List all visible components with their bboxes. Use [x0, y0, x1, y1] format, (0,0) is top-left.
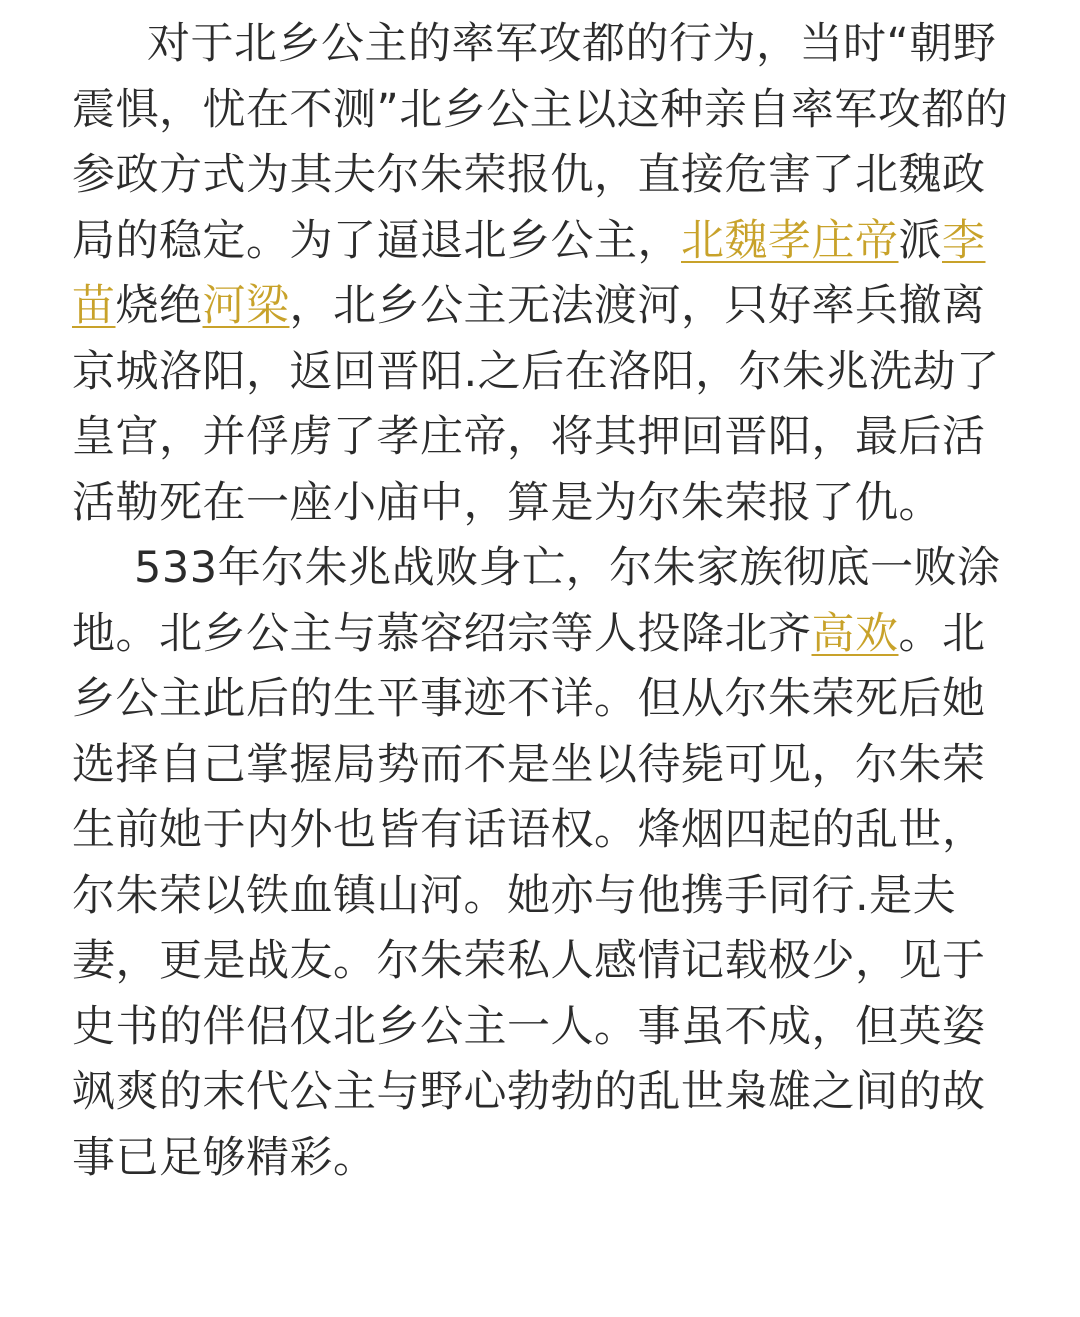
link-beiwei-xiaozhuangdi[interactable]: 北魏孝庄帝	[681, 215, 899, 266]
paragraph-text: 对于北乡公主的率军攻都的行为，当时“朝野震惧，忧在不测”北乡公主以这种亲自率军攻都的参政方式为其夫尔朱荣报仇，直接危害了北魏政局的稳定。为了逼退北乡公主，	[72, 19, 1009, 266]
link-li-miao[interactable]: 李苗	[72, 215, 986, 331]
paragraph-2	[72, 536, 1012, 1191]
article-body	[72, 12, 1012, 1191]
paragraph-text: ，北乡公主无法渡河，只好率兵撤离京城洛阳，返回晋阳.之后在洛阳，尔朱兆洗劫了皇宫，并俘虏了孝庄帝，将其押回晋阳，最后活活勒死在一座小庙中，算是为尔朱荣报了仇。	[72, 281, 1000, 528]
link-gao-huan[interactable]: 高欢	[811, 608, 899, 659]
paragraph-1	[72, 12, 1012, 536]
paragraph-text: 派	[898, 215, 942, 266]
paragraph-text: 533年尔朱兆战败身亡，尔朱家族彻底一败涂地。北乡公主与慕容绍宗等人投降北齐	[72, 543, 1001, 659]
paragraph-text: 烧绝	[115, 281, 203, 331]
link-he-liang[interactable]: 河梁	[202, 281, 290, 331]
paragraph-text: 。北乡公主此后的生平事迹不详。但从尔朱荣死后她选择自己掌握局势而不是坐以待毙可见，尔朱荣生前她于内外也皆有话语权。烽烟四起的乱世，尔朱荣以铁血镇山河。她亦与他携手同行.是夫妻，更是战友。尔朱荣私人感情记载极少，见于史书的伴侣仅北乡公主一人。事虽不成，但英姿飒爽的末代公主与野心勃勃的乱世枭雄之间的故事已足够精彩。	[72, 608, 986, 1183]
